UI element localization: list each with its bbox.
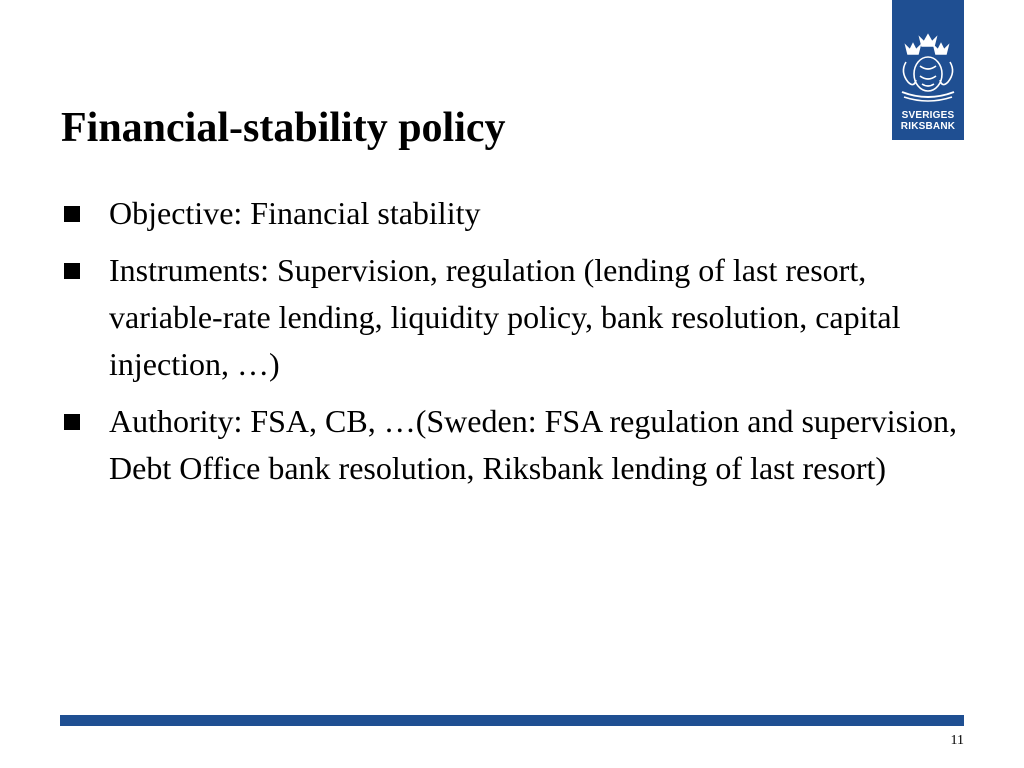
bullet-text: Objective: Financial stability <box>109 195 481 231</box>
square-bullet-icon <box>64 206 80 222</box>
page-number: 11 <box>950 733 964 748</box>
riksbank-logo <box>892 0 964 140</box>
square-bullet-icon <box>64 414 80 430</box>
bullet-item-instruments <box>61 247 971 388</box>
bullet-item-objective <box>61 190 971 237</box>
slide-title: Financial-stability policy <box>61 105 506 151</box>
bullet-list <box>61 190 971 502</box>
logo-text-riksbank: RIKSBANK <box>900 121 956 132</box>
riksbank-emblem-icon <box>892 0 964 110</box>
bullet-item-authority <box>61 398 971 492</box>
logo-text-sveriges: SVERIGES <box>901 110 955 121</box>
square-bullet-icon <box>64 263 80 279</box>
bullet-text: Instruments: Supervision, regulation (lending of last resort, variable-rate lending, liquidity policy, bank resolution, capital injection, …) <box>109 252 901 382</box>
bullet-text: Authority: FSA, CB, …(Sweden: FSA regulation and supervision, Debt Office bank resolution, Riksbank lending of last resort) <box>109 403 957 486</box>
footer-bar <box>60 715 964 726</box>
